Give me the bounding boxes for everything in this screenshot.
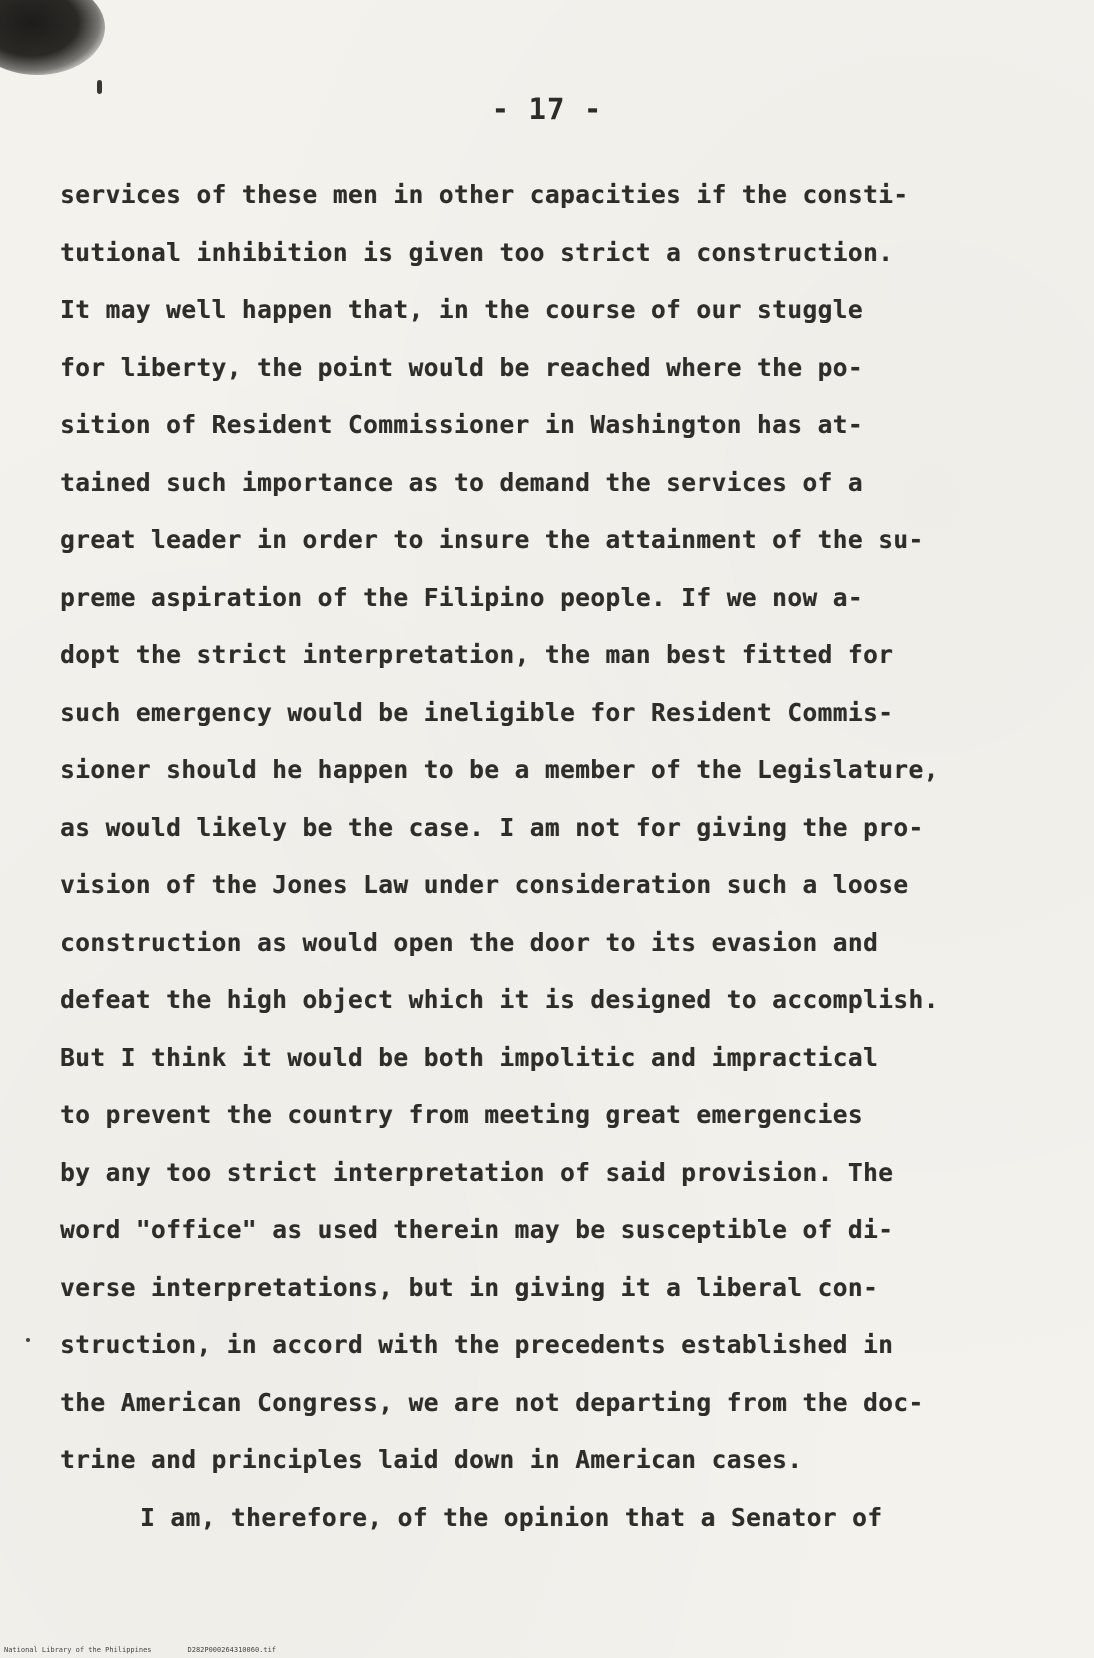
text-line: tained such importance as to demand the services of a (60, 467, 863, 497)
text-line: for liberty, the point would be reached where the po- (60, 352, 863, 382)
footer-filename: D282P000264310060.tif (187, 1646, 277, 1654)
text-line: as would likely be the case. I am not for giving the pro- (60, 812, 924, 842)
scan-footer (4, 1646, 276, 1654)
text-line: vision of the Jones Law under consideration such a loose (60, 870, 909, 899)
text-line: tutional inhibition is given too strict a construction. (60, 237, 894, 267)
page-number: - 17 - (491, 92, 603, 126)
margin-mark (26, 1338, 30, 1342)
text-line: services of these men in other capacities if the consti- (60, 180, 909, 209)
text-line: such emergency would be ineligible for Resident Commis- (60, 697, 894, 727)
text-line: verse interpretations, but in giving it a liberal con- (60, 1272, 879, 1302)
text-line: preme aspiration of the Filipino people. If we now a- (60, 582, 863, 612)
paragraph-start-line: I am, therefore, of the opinion that a Senator of (140, 1502, 883, 1532)
ink-smudge (0, 0, 105, 75)
text-line: sioner should he happen to be a member of the Legislature, (60, 755, 939, 784)
text-line: the American Congress, we are not departing from the doc- (60, 1387, 924, 1417)
text-line: But I think it would be both impolitic and impractical (60, 1042, 879, 1072)
text-line: struction, in accord with the precedents established in (60, 1330, 894, 1359)
body-text (60, 166, 1050, 1546)
text-line: trine and principles laid down in American cases. (60, 1445, 803, 1474)
text-line: sition of Resident Commissioner in Washington has at- (60, 410, 863, 439)
text-line: construction as would open the door to its evasion and (60, 927, 879, 957)
text-line: word "office" as used therein may be susceptible of di- (60, 1215, 894, 1244)
text-line: great leader in order to insure the attainment of the su- (60, 525, 924, 554)
text-line: It may well happen that, in the course of our stuggle (60, 295, 863, 324)
footer-library: National Library of the Philippines (4, 1646, 152, 1654)
text-line: dopt the strict interpretation, the man best fitted for (60, 640, 894, 669)
text-line: by any too strict interpretation of said provision. The (60, 1157, 894, 1187)
text-line: defeat the high object which it is designed to accomplish. (60, 985, 939, 1014)
text-line: to prevent the country from meeting great emergencies (60, 1100, 863, 1129)
